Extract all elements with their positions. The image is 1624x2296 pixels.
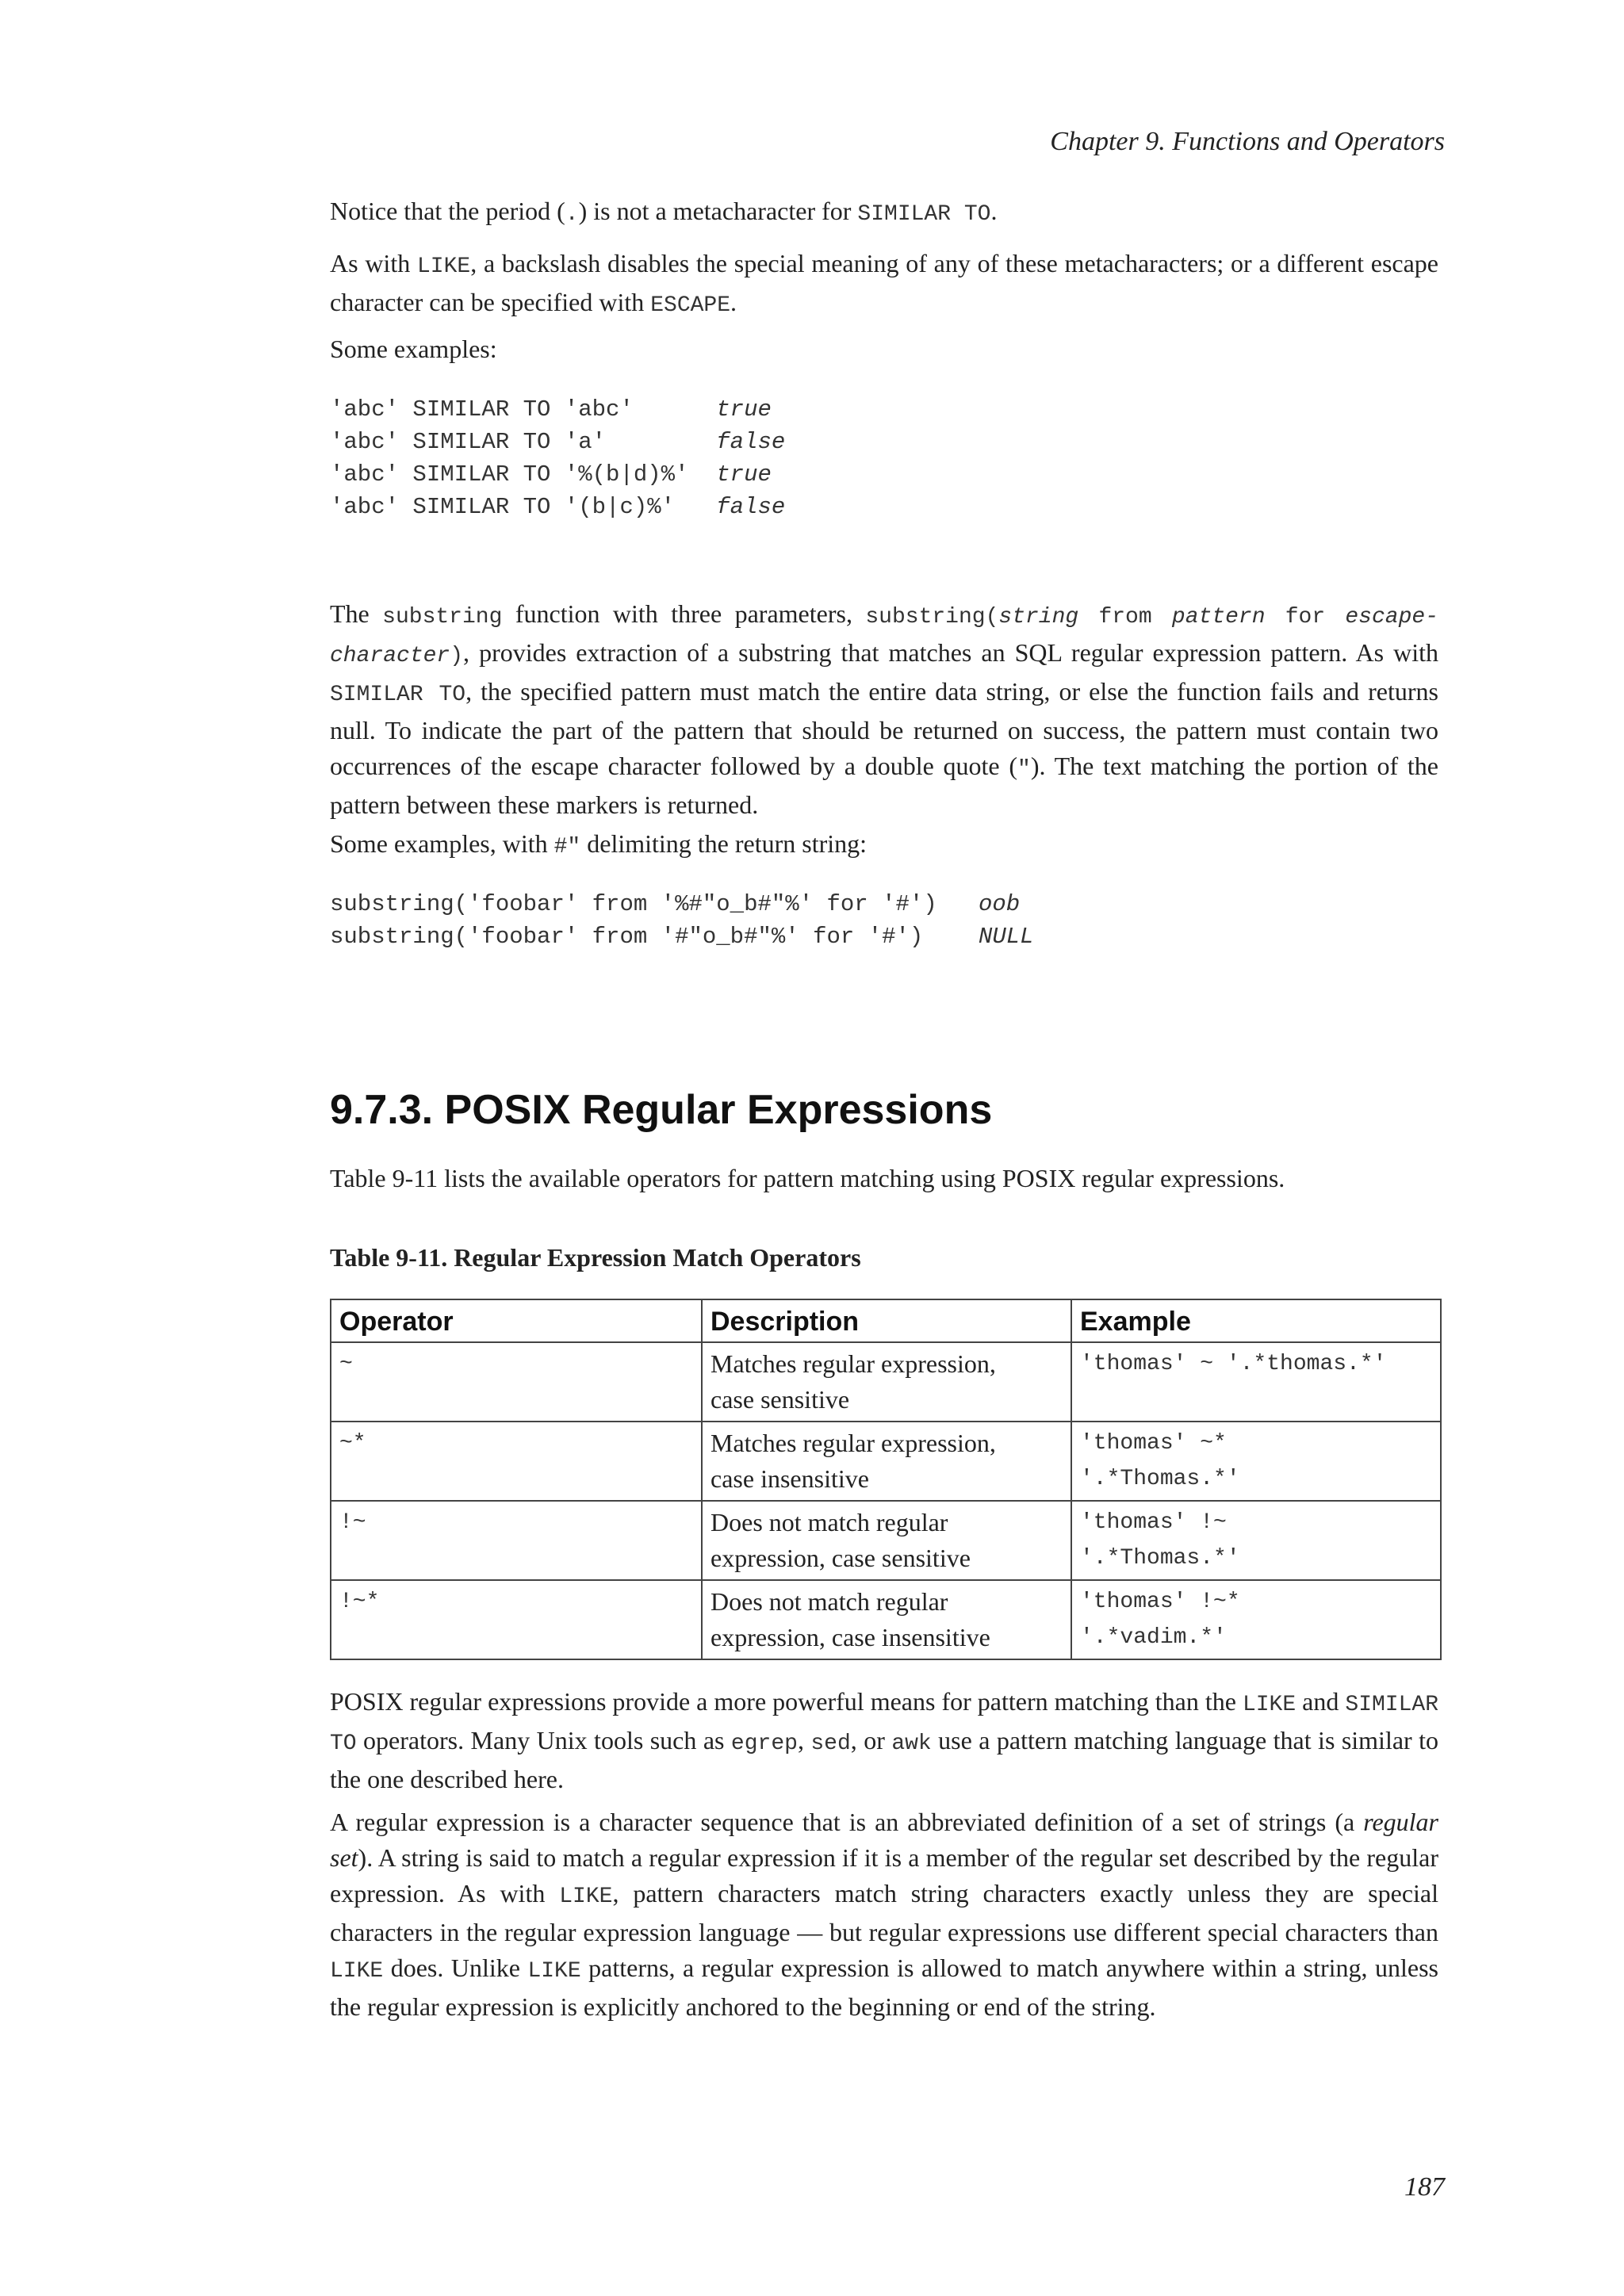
table-row xyxy=(331,1342,1441,1422)
paragraph-backslash: As with LIKE, a backslash disables the special meaning of any of these metacharacters; or a different escape character can be specified with ESCAPE. xyxy=(330,249,1439,318)
section-heading: 9.7.3. POSIX Regular Expressions xyxy=(330,1087,993,1133)
code-line: substring('foobar' from '#"o_b#"%' for '#') NULL xyxy=(330,924,1034,950)
code-line: 'abc' SIMILAR TO '(b|c)%' false xyxy=(330,494,786,520)
running-header: Chapter 9. Functions and Operators xyxy=(1050,127,1445,156)
operator-cell: ~ xyxy=(331,1342,702,1422)
code-line: substring('foobar' from '%#"o_b#"%' for '#') oob xyxy=(330,891,1021,917)
paragraph-some-examples: Some examples: xyxy=(330,335,497,363)
column-header-description: Description xyxy=(702,1299,1071,1342)
paragraph-delimiting: Some examples, with #" delimiting the return string: xyxy=(330,829,868,859)
operators-table xyxy=(330,1299,1438,1660)
operator-cell: ~* xyxy=(331,1422,702,1501)
code-line: 'abc' SIMILAR TO 'a' false xyxy=(330,429,786,455)
similar-to-examples xyxy=(330,393,1438,523)
table-row xyxy=(331,1422,1441,1501)
paragraph-substring: The substring function with three parameters, substring(string from pattern for escape-character), provides extraction of a substring that matches an SQL regular expression pattern. As with SIMILAR TO, the specified pattern must match the entire data string, or else the function fails and returns null. To indicate the part of the pattern that should be returned on success, the pattern must contain two occurrences of the escape character followed by a double quote ("). The text matching the portion of the pattern between these markers is returned. xyxy=(330,599,1439,819)
example-cell: 'thomas' ~ '.*thomas.*' xyxy=(1071,1342,1441,1422)
table-title: Table 9-11. Regular Expression Match Operators xyxy=(330,1243,861,1272)
table-row xyxy=(331,1580,1441,1659)
example-cell: 'thomas' !~* '.*vadim.*' xyxy=(1071,1580,1441,1659)
paragraph-table-intro: Table 9-11 lists the available operators for pattern matching using POSIX regular expressions. xyxy=(330,1164,1285,1192)
operator-cell: !~ xyxy=(331,1501,702,1580)
description-cell: Matches regular expression, case sensitive xyxy=(702,1342,1071,1422)
operator-cell: !~* xyxy=(331,1580,702,1659)
column-header-operator: Operator xyxy=(331,1299,702,1342)
paragraph-regular-set: A regular expression is a character sequence that is an abbreviated definition of a set of strings (a regular set). A string is said to match a regular expression if it is a member of the regular set described by the regular expression. As with LIKE, pattern characters match string characters exactly unless they are special characters in the regular expression language — but regular expressions use different special characters than LIKE does. Unlike LIKE patterns, a regular expression is allowed to match anywhere within a string, unless the regular expression is explicitly anchored to the beginning or end of the string. xyxy=(330,1808,1439,2021)
page-number: 187 xyxy=(1404,2172,1445,2202)
paragraph-period-note: Notice that the period (.) is not a metacharacter for SIMILAR TO. xyxy=(330,197,998,227)
description-cell: Does not match regular expression, case insensitive xyxy=(702,1580,1071,1659)
substring-examples xyxy=(330,888,1438,953)
example-cell: 'thomas' !~ '.*Thomas.*' xyxy=(1071,1501,1441,1580)
table-header-row xyxy=(331,1299,1441,1342)
description-cell: Does not match regular expression, case sensitive xyxy=(702,1501,1071,1580)
example-cell: 'thomas' ~* '.*Thomas.*' xyxy=(1071,1422,1441,1501)
code-line: 'abc' SIMILAR TO 'abc' true xyxy=(330,396,772,423)
code-line: 'abc' SIMILAR TO '%(b|d)%' true xyxy=(330,461,772,488)
description-cell: Matches regular expression, case insensitive xyxy=(702,1422,1071,1501)
table-row xyxy=(331,1501,1441,1580)
column-header-example: Example xyxy=(1071,1299,1441,1342)
paragraph-posix-intro: POSIX regular expressions provide a more powerful means for pattern matching than the LIKE and SIMILAR TO operators. Many Unix tools such as egrep, sed, or awk use a pattern matching language that is similar to the one described here. xyxy=(330,1687,1439,1793)
